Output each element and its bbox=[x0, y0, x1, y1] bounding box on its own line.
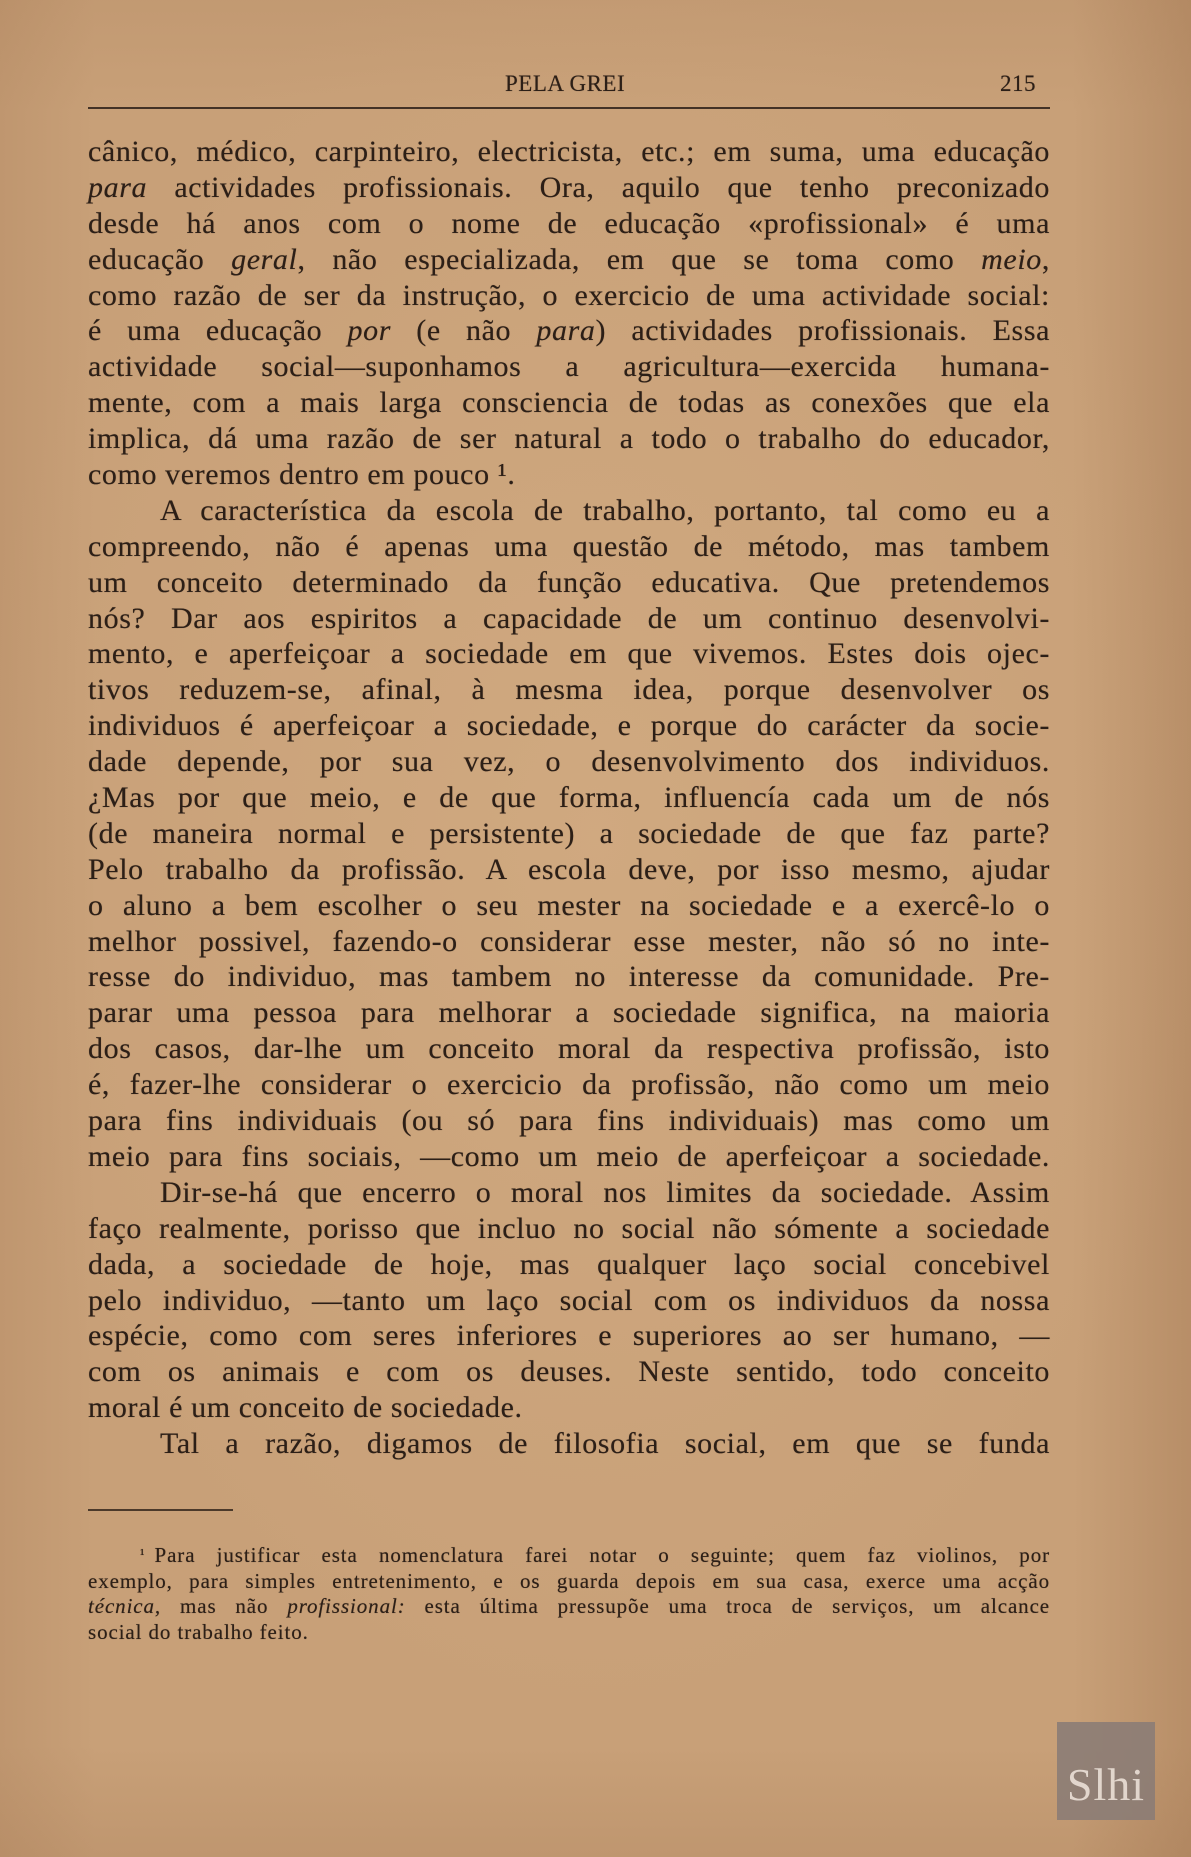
footnote bbox=[88, 1543, 1050, 1646]
text-segment: Para justificar esta nomenclatura farei notar o seguinte; quem faz violinos, por bbox=[154, 1543, 1050, 1567]
text-line bbox=[88, 1543, 1050, 1569]
text-segment: para fins individuais (ou só para fins individuais) mas como um bbox=[88, 1104, 1050, 1138]
text-segment: mas não bbox=[161, 1594, 288, 1619]
text-segment: moral é um conceito de sociedade. bbox=[88, 1391, 523, 1425]
text-segment: como razão de ser da instrução, o exercicio de uma actividade social: bbox=[88, 278, 1050, 312]
body-text bbox=[88, 134, 1050, 1462]
footnote-separator bbox=[88, 1509, 233, 1511]
text-line bbox=[88, 565, 1050, 601]
text-segment: Pelo trabalho da profissão. A escola deve, por isso mesmo, ajudar bbox=[88, 852, 1050, 886]
text-segment: , não especializada, em que se toma como bbox=[297, 242, 982, 276]
running-head-title: PELA GREI bbox=[505, 71, 626, 96]
text-segment: mente, com a mais larga consciencia de todas as conexões que ela bbox=[88, 386, 1050, 420]
text-line bbox=[88, 1175, 1050, 1211]
text-line bbox=[88, 1103, 1050, 1139]
watermark-text: Slhi bbox=[1066, 1759, 1146, 1810]
paragraph bbox=[88, 493, 1050, 1175]
text-segment: resse do individuo, mas tambem no interesse da comunidade. Pre- bbox=[88, 960, 1050, 994]
text-segment: compreendo, não é apenas uma questão de método, mas tambem bbox=[88, 529, 1050, 563]
text-line bbox=[88, 601, 1050, 637]
text-line bbox=[88, 924, 1050, 960]
text-line bbox=[88, 888, 1050, 924]
text-segment: nós? Dar aos espiritos a capacidade de um continuo desenvolvi- bbox=[88, 601, 1050, 635]
paragraph bbox=[88, 1175, 1050, 1426]
paragraph bbox=[88, 134, 1050, 493]
italic-text: técnica, bbox=[88, 1594, 162, 1619]
text-line bbox=[88, 780, 1050, 816]
text-line bbox=[88, 529, 1050, 565]
text-segment: A característica da escola de trabalho, portanto, tal como eu a bbox=[160, 493, 1050, 527]
text-line bbox=[88, 242, 1050, 278]
text-segment: Tal a razão, digamos de filosofia social, em que se funda bbox=[160, 1427, 1050, 1461]
text-line bbox=[88, 457, 1050, 493]
text-segment: esta última pressupõe uma troca de serviços, um alcance bbox=[405, 1594, 1051, 1619]
watermark-logo bbox=[1057, 1722, 1155, 1820]
italic-text: meio bbox=[981, 242, 1042, 276]
text-segment: parar uma pessoa para melhorar a sociedade significa, na maioria bbox=[88, 996, 1050, 1030]
text-segment: actividade social—suponhamos a agricultura—exercida humana- bbox=[88, 350, 1050, 384]
text-segment: melhor possivel, fazendo-o considerar esse mester, não só no inte- bbox=[88, 924, 1050, 958]
text-segment: pelo individuo, —tanto um laço social com os individuos da nossa bbox=[88, 1283, 1050, 1317]
text-line bbox=[88, 636, 1050, 672]
text-segment: espécie, como com seres inferiores e superiores ao ser humano, — bbox=[88, 1319, 1050, 1353]
text-line bbox=[88, 1139, 1050, 1175]
text-line bbox=[88, 995, 1050, 1031]
text-line bbox=[88, 493, 1050, 529]
text-line bbox=[88, 313, 1050, 349]
text-segment: mento, e aperfeiçoar a sociedade em que vivemos. Estes dois ojec- bbox=[88, 637, 1050, 671]
italic-text: geral bbox=[231, 242, 298, 276]
text-segment: dada, a sociedade de hoje, mas qualquer laço social concebivel bbox=[88, 1247, 1050, 1281]
text-segment: (de maneira normal e persistente) a sociedade de que faz parte? bbox=[88, 816, 1050, 850]
text-segment: actividades profissionais. Ora, aquilo que tenho preconizado bbox=[147, 170, 1050, 204]
text-line bbox=[88, 1067, 1050, 1103]
text-segment: faço realmente, porisso que incluo no social não sómente a sociedade bbox=[88, 1211, 1050, 1245]
text-segment: educação bbox=[88, 242, 232, 276]
text-segment: dade depende, por sua vez, o desenvolvimento dos individuos. bbox=[88, 745, 1050, 779]
italic-text: para bbox=[536, 314, 596, 348]
text-line bbox=[88, 959, 1050, 995]
header-rule bbox=[88, 107, 1050, 109]
text-segment: exemplo, para simples entretenimento, e os guarda depois em sua casa, exerce uma acção bbox=[88, 1568, 1050, 1593]
text-segment: desde há anos com o nome de educação «profissional» é uma bbox=[88, 206, 1050, 240]
text-line bbox=[88, 421, 1050, 457]
text-line bbox=[88, 206, 1050, 242]
text-segment: o aluno a bem escolher o seu mester na sociedade e a exercê-lo o bbox=[88, 888, 1050, 922]
text-segment: (e não bbox=[391, 314, 537, 348]
text-segment: como veremos dentro em pouco ¹. bbox=[88, 458, 516, 492]
text-line bbox=[88, 1247, 1050, 1283]
text-line bbox=[88, 708, 1050, 744]
text-line bbox=[88, 1354, 1050, 1390]
text-line bbox=[88, 1318, 1050, 1354]
text-segment: individuos é aperfeiçoar a sociedade, e porque do carácter da socie- bbox=[88, 709, 1050, 743]
text-line bbox=[88, 816, 1050, 852]
text-segment: dos casos, dar-lhe um conceito moral da respectiva profissão, isto bbox=[88, 1032, 1050, 1066]
text-line bbox=[88, 1594, 1050, 1620]
text-segment: ) actividades profissionais. Essa bbox=[595, 314, 1051, 348]
text-segment: com os animais e com os deuses. Neste sentido, todo conceito bbox=[88, 1355, 1050, 1389]
text-line bbox=[88, 170, 1050, 206]
footnote-marker: ¹ bbox=[140, 1547, 145, 1563]
paragraph bbox=[88, 1426, 1050, 1462]
text-line bbox=[88, 1569, 1050, 1595]
text-segment: cânico, médico, carpinteiro, electricista, etc.; em suma, uma educação bbox=[88, 135, 1050, 168]
text-segment: implica, dá uma razão de ser natural a todo o trabalho do educador, bbox=[88, 422, 1050, 456]
text-line bbox=[88, 672, 1050, 708]
text-line bbox=[88, 852, 1050, 888]
text-segment: Dir-se-há que encerro o moral nos limites da sociedade. Assim bbox=[160, 1175, 1050, 1209]
page-number: 215 bbox=[1000, 71, 1036, 96]
italic-text: por bbox=[347, 314, 392, 348]
italic-text: para bbox=[88, 170, 148, 204]
text-line bbox=[88, 744, 1050, 780]
text-segment: é uma educação bbox=[88, 314, 348, 348]
text-line bbox=[88, 1390, 1050, 1426]
text-line bbox=[88, 1620, 1050, 1646]
text-line bbox=[88, 1211, 1050, 1247]
text-line bbox=[88, 1031, 1050, 1067]
text-segment: ¿Mas por que meio, e de que forma, influencía cada um de nós bbox=[88, 781, 1050, 815]
running-head bbox=[0, 70, 1191, 98]
text-line bbox=[88, 1426, 1050, 1462]
text-segment: é, fazer-lhe considerar o exercicio da profissão, não como um meio bbox=[88, 1068, 1050, 1102]
text-line bbox=[88, 385, 1050, 421]
text-line bbox=[88, 1283, 1050, 1319]
text-segment: tivos reduzem-se, afinal, à mesma idea, porque desenvolver os bbox=[88, 673, 1050, 707]
text-line bbox=[88, 278, 1050, 314]
text-segment: um conceito determinado da função educativa. Que pretendemos bbox=[88, 565, 1050, 599]
text-segment: social do trabalho feito. bbox=[88, 1620, 309, 1645]
text-segment: , bbox=[1041, 242, 1050, 276]
text-segment: meio para fins sociais, —como um meio de aperfeiçoar a sociedade. bbox=[88, 1139, 1050, 1173]
italic-text: profissional: bbox=[287, 1594, 406, 1619]
text-line bbox=[88, 349, 1050, 385]
text-line bbox=[88, 134, 1050, 170]
